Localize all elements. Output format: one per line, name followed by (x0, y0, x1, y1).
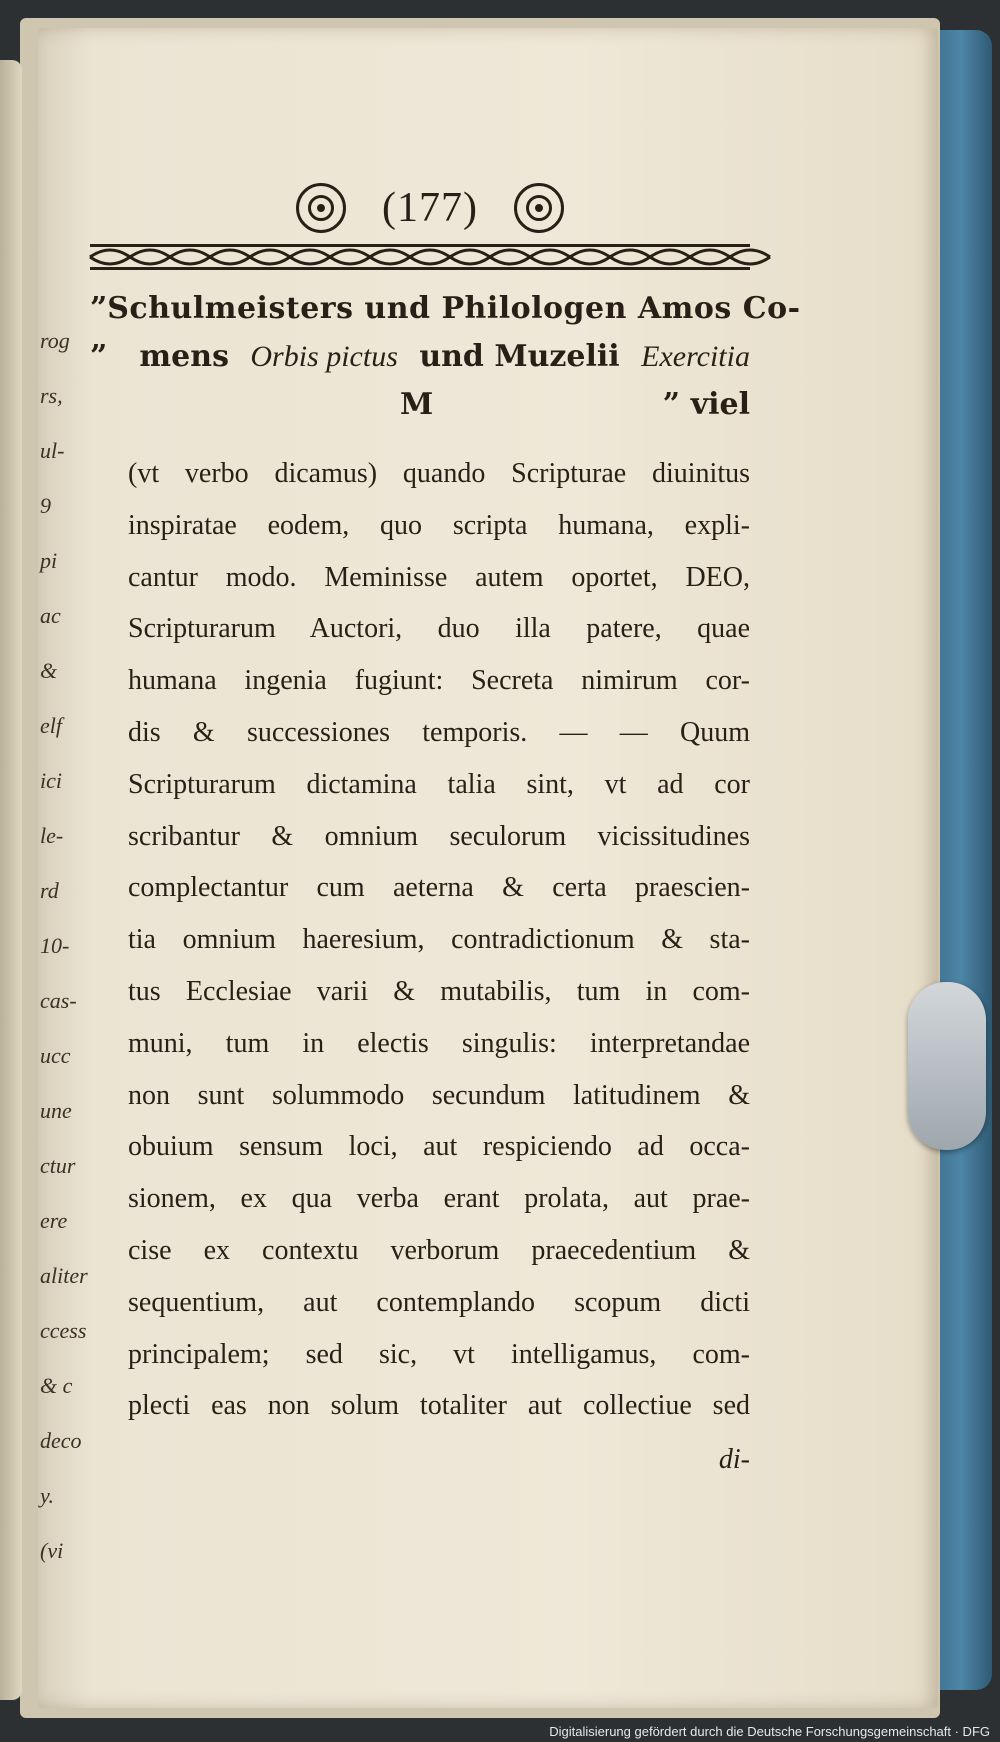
heading-text: und Muzelii (419, 339, 620, 374)
margin-fragment: aliter (40, 1263, 88, 1288)
heading-line (90, 333, 750, 381)
margin-fragment: y. (40, 1483, 55, 1508)
text-line: non sunt solummodo secundum latitudinem & (128, 1079, 750, 1111)
text-line: sequentium, aut contemplando scopum dicti (128, 1286, 750, 1318)
quote-mark: ” (90, 291, 108, 326)
margin-fragment: une (40, 1098, 72, 1123)
heading-text: M (400, 387, 434, 422)
heading-text: viel (690, 387, 750, 422)
margin-fragment: ere (40, 1208, 68, 1233)
margin-fragment: & c (40, 1373, 73, 1398)
margin-fragment: ccess (40, 1318, 87, 1343)
page-header (270, 178, 590, 238)
text-line: complectantur cum aeterna & certa praescien- (128, 872, 750, 904)
margin-fragment: deco (40, 1428, 82, 1453)
margin-fragment: cas- (40, 988, 77, 1013)
margin-fragment: pi (40, 548, 58, 573)
rosette-ornament-icon (296, 183, 346, 233)
heading-italic: Exercitia (641, 340, 750, 373)
text-line: Scripturarum Auctori, duo illa patere, quae (128, 613, 750, 645)
text-line: tia omnium haeresium, contradictionum & sta- (128, 924, 750, 956)
text-line: (vt verbo dicamus) quando Scripturae diuinitus (128, 458, 750, 489)
facing-page-edge (0, 60, 22, 1700)
margin-fragment: rog (40, 328, 70, 353)
text-line: inspiratae eodem, quo scripta humana, expli- (128, 509, 750, 541)
footer-credit: Digitalisierung gefördert durch die Deutsche Forschungsgemeinschaft · DFG (549, 1724, 990, 1739)
text-line: muni, tum in electis singulis: interpretandae (128, 1027, 750, 1059)
paper-clip (908, 982, 986, 1150)
margin-fragment: ac (40, 603, 61, 628)
text-line: cise ex contextu verborum praecedentium & (128, 1234, 750, 1266)
margin-fragment: ctur (40, 1153, 76, 1178)
quote-mark: ” (90, 339, 108, 374)
heading-text: Schulmeisters und Philologen Amos Co- (107, 291, 801, 326)
text-line: dis & successiones temporis. — — Quum (128, 716, 750, 748)
rosette-ornament-icon (514, 183, 564, 233)
text-line: cantur modo. Meminisse autem oportet, DEO, (128, 561, 750, 593)
text-line: Scripturarum dictamina talia sint, vt ad cor (128, 768, 750, 800)
margin-fragment: rd (40, 878, 59, 903)
heading-line (90, 381, 750, 429)
heading-text: mens (139, 339, 229, 374)
text-line: scribantur & omnium seculorum vicissitudines (128, 820, 750, 852)
margin-fragment: ul- (40, 438, 65, 463)
margin-fragment: le- (40, 823, 64, 848)
facing-page-margin (38, 328, 88, 1598)
body-text (128, 448, 750, 1486)
quote-mark: ” (662, 387, 680, 422)
margin-fragment: 9 (40, 493, 51, 518)
decorative-rule-icon (90, 240, 750, 274)
text-line: humana ingenia fugiunt: Secreta nimirum cor- (128, 665, 750, 697)
heading-line (90, 285, 801, 333)
margin-fragment: 10- (40, 933, 70, 958)
text-line: plecti eas non solum totaliter aut collectiue sed (128, 1390, 750, 1422)
margin-fragment: elf (40, 713, 62, 738)
text-line: obuium sensum loci, aut respiciendo ad occa- (128, 1131, 750, 1163)
text-line: sionem, ex qua verba erant prolata, aut prae- (128, 1183, 750, 1215)
margin-fragment: rs, (40, 383, 63, 408)
margin-fragment: ucc (40, 1043, 71, 1068)
margin-fragment: & (40, 658, 58, 683)
heading-italic: Orbis pictus (250, 340, 398, 373)
text-line: tus Ecclesiae varii & mutabilis, tum in com- (128, 975, 750, 1007)
catchword: di- (718, 1444, 750, 1476)
text-line: principalem; sed sic, vt intelligamus, com- (128, 1338, 750, 1370)
fraktur-heading (90, 285, 801, 429)
margin-fragment: (vi (40, 1538, 64, 1563)
footer-bar (0, 1720, 1000, 1742)
page-number: (177) (382, 185, 478, 231)
margin-fragment: ici (40, 768, 62, 793)
